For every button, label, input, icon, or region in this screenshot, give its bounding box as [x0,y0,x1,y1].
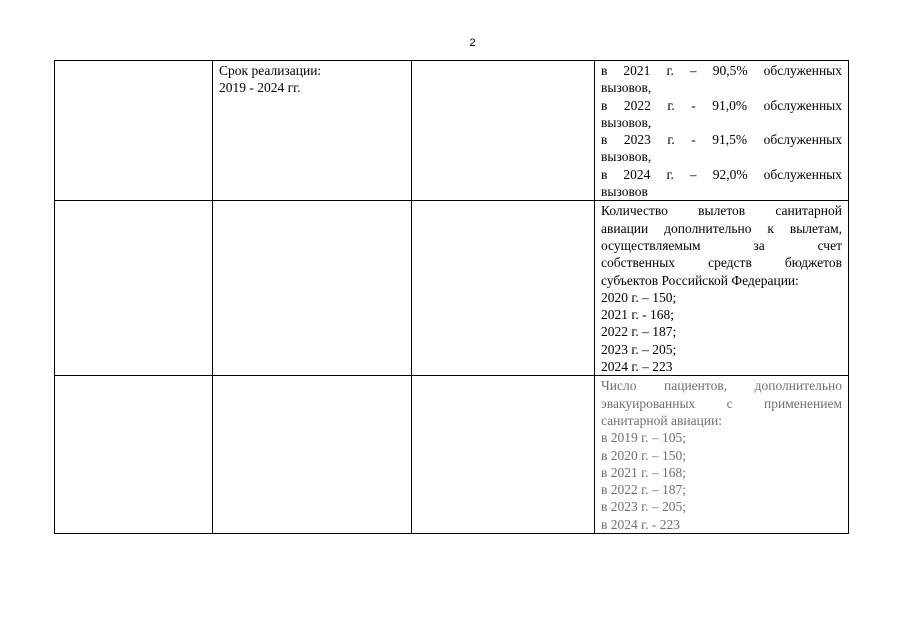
table-cell-empty [412,201,595,376]
cell-text-line: в 2024 г. – 92,0% обслуженных [601,166,842,182]
air-ambulance-flights-cell [595,201,849,376]
table-cell-empty [213,201,412,376]
served-calls-cell [595,61,849,201]
cell-text-line: авиации дополнительно к вылетам, [601,220,842,236]
table-cell-empty [55,376,213,534]
cell-text-line: Число пациентов, дополнительно [601,378,842,394]
implementation-period-cell [213,61,412,201]
cell-text-line: в 2021 г. – 90,5% обслуженных [601,63,842,78]
cell-text-line: эвакуированных с применением [601,395,842,411]
document-table [54,60,849,534]
cell-text-line: в 2022 г. – 187; [601,482,687,498]
table-row [55,376,849,534]
implementation-period-label: Срок реализации: [219,63,322,78]
cell-text-line: вызовов [601,184,648,200]
cell-text-line: в 2022 г. - 91,0% обслуженных [601,97,842,113]
cell-text-line: вызовов, [601,149,652,165]
cell-text-line: в 2023 г. – 205; [601,499,687,515]
cell-text-line: вызовов, [601,114,652,130]
table-cell-empty [412,61,595,201]
cell-text-line: 2024 г. – 223 [601,359,673,375]
implementation-period-value: 2019 - 2024 гг. [219,80,301,96]
cell-text-line: вызовов, [601,80,652,96]
cell-text-line: субъектов Российской Федерации: [601,272,799,288]
cell-text-line: 2020 г. – 150; [601,289,677,305]
cell-text-line: 2023 г. – 205; [601,341,677,357]
table-row [55,61,849,201]
cell-text-line: собственных средств бюджетов [601,255,842,271]
cell-text-line: в 2024 г. - 223 [601,516,681,532]
cell-text-line: в 2020 г. – 150; [601,447,687,463]
cell-text-line: в 2019 г. – 105; [601,430,687,446]
cell-text-line: 2022 г. – 187; [601,324,677,340]
table-row [55,201,849,376]
cell-text-line: санитарной авиации: [601,412,722,428]
cell-text-line: в 2023 г. - 91,5% обслуженных [601,132,842,148]
cell-text-line: осуществляемым за счет [601,237,842,253]
page-number: 2 [469,37,476,49]
table-cell-empty [55,201,213,376]
table-cell-empty [213,376,412,534]
cell-text-line: 2021 г. - 168; [601,307,675,323]
table-cell-empty [412,376,595,534]
cell-text-line: Количество вылетов санитарной [601,203,842,219]
evacuated-patients-cell [595,376,849,534]
table-cell-empty [55,61,213,201]
cell-text-line: в 2021 г. – 168; [601,464,687,480]
